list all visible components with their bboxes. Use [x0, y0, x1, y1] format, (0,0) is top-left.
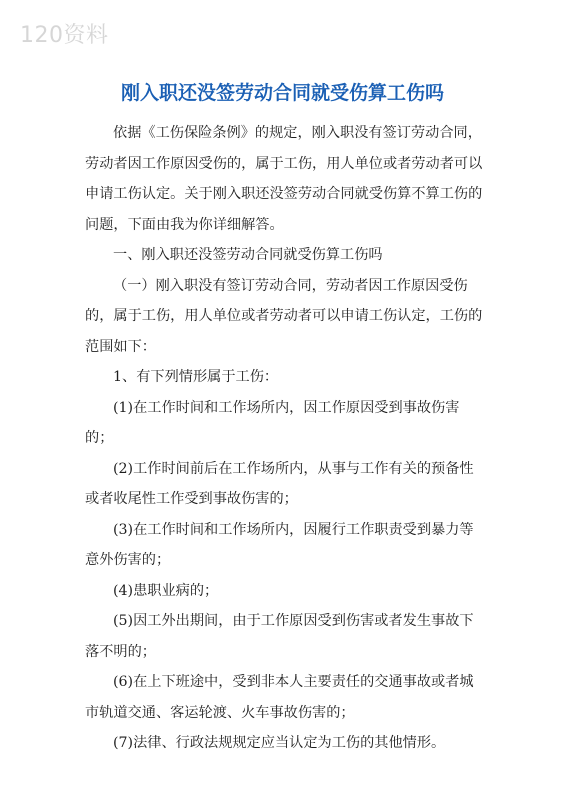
list-item: (2)工作时间前后在工作场所内，从事与工作有关的预备性或者收尾性工作受到事故伤害的； — [85, 460, 474, 507]
subsection-paragraph: （一）刚入职没有签订劳动合同，劳动者因工作原因受伤的，属于工伤，用人单位或者劳动者可以申请工伤认定，工伤的范围如下： — [85, 277, 483, 355]
list-item: (4)患职业病的； — [113, 582, 219, 599]
list-heading: 1、有下列情形属于工伤： — [113, 369, 279, 385]
section-heading: 一、刚入职还没签劳动合同就受伤算工伤吗 — [113, 247, 383, 263]
list-item: (3)在工作时间和工作场所内，因履行工作职责受到暴力等意外伤害的； — [85, 521, 474, 568]
document-body — [85, 118, 485, 759]
list-item: (5)因工外出期间，由于工作原因受到伤害或者发生事故下落不明的； — [85, 613, 474, 660]
document-title: 刚入职还没签劳动合同就受伤算工伤吗 — [120, 82, 444, 104]
list-item: (6)在上下班途中，受到非本人主要责任的交通事故或者城市轨道交通、客运轮渡、火车事故伤害的； — [85, 674, 474, 721]
list-item: (7)法律、行政法规规定应当认定为工伤的其他情形。 — [113, 735, 446, 751]
intro-paragraph: 依据《工伤保险条例》的规定，刚入职没有签订劳动合同，劳动者因工作原因受伤的，属于工伤，用人单位或者劳动者可以申请工伤认定。关于刚入职还没签劳动合同就受伤算不算工伤的问题，下面由我为你详细解答。 — [85, 125, 483, 233]
list-item: (1)在工作时间和工作场所内，因工作原因受到事故伤害的； — [85, 399, 460, 446]
watermark-logo: 120资料 — [20, 23, 109, 48]
